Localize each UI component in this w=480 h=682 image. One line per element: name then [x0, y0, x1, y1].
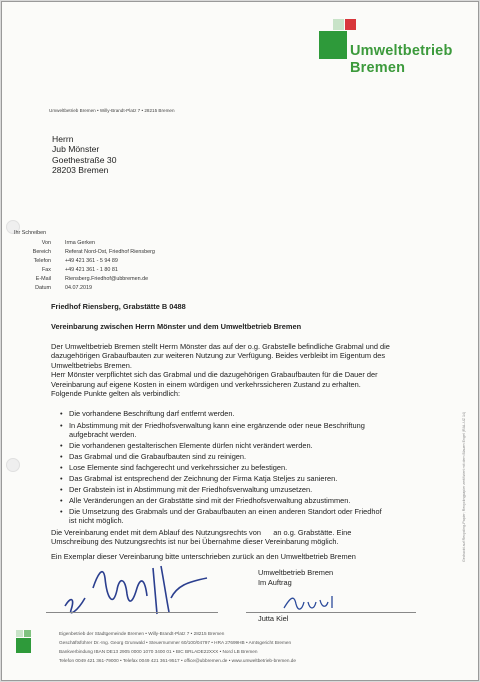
footer-line: Geschäftsführer Dr.-Ing. Georg Grunwald • Steuernummer 60/100/04797 • HRA 27699HB • Amtsgericht Bremen: [59, 640, 292, 645]
closing-line: Ein Exemplar dieser Vereinbarung bitte unterschrieben zurück an den Umweltbetrieb Bremen: [51, 551, 356, 561]
signature-right-scribble: [280, 590, 350, 614]
bullet-dot: •: [60, 452, 63, 461]
signature-im-auftrag: Im Auftrag: [258, 578, 292, 587]
meta-header: Ihr Schreiben: [14, 230, 47, 236]
closing-line: Umschreibung des Nutzungsrechts ist nur bei Übernahme dieser Vereinbarung möglich.: [51, 537, 339, 547]
bullet-item: Die Umsetzung des Grabmals und der Grabaufbauten an einen anderen Standort oder Friedhof ist nicht möglich.: [69, 507, 382, 526]
bullet-dot: •: [60, 474, 63, 483]
bullet-item: Die vorhandene Beschriftung darf entfernt werden.: [69, 409, 235, 418]
intro-line: Vereinbarung auf eigene Kosten in einem würdigen und verkehrssicheren Zustand zu erhalten.: [51, 379, 361, 389]
meta-value: Referat Nord-Ost, Friedhof Riensberg: [65, 249, 155, 255]
footer-logo-square: [16, 638, 31, 653]
bullet-item: Der Grabstein ist in Abstimmung mit der Friedhofsverwaltung umzusetzen.: [69, 485, 313, 494]
meta-value: +49 421 361 - 5 94 89: [65, 258, 118, 264]
bullet-dot: •: [60, 409, 63, 418]
meta-key: Bereich: [32, 249, 51, 255]
footer-logo-square: [16, 630, 23, 637]
meta-key: Fax: [42, 267, 51, 273]
bullet-item: Das Grabmal und die Grabaufbauten sind zu reinigen.: [69, 452, 247, 461]
letter-page: [1, 1, 479, 681]
logo-square-pale: [333, 19, 344, 30]
bullet-item: Die vorhandenen gestalterischen Elemente dürfen nicht verändert werden.: [69, 441, 313, 450]
bullet-dot: •: [60, 485, 63, 494]
bullet-dot: •: [60, 463, 63, 472]
recipient-name: Jub Mönster: [52, 144, 100, 155]
bullet-item: Das Grabmal ist entsprechend der Zeichnung der Firma Katja Steljes zu sanieren.: [69, 474, 338, 483]
bullet-dot: •: [60, 507, 63, 516]
footer-line: Bankverbindung IBAN DE13 2905 0000 1070 3400 01 • BIC BRLADE22XXX • Nord LB Bremen: [59, 649, 258, 654]
signature-left-line: [46, 612, 218, 613]
signature-name: Jutta Kiel: [258, 614, 289, 623]
signature-left-scribble: [57, 558, 227, 620]
closing-paragraph: [51, 528, 451, 561]
footer-line: Eigenbetrieb der Stadtgemeinde Bremen • Willy-Brandt-Platz 7 • 28215 Bremen: [59, 631, 225, 636]
signature-org: Umweltbetrieb Bremen: [258, 568, 334, 577]
recipient-city: 28203 Bremen: [52, 164, 109, 175]
side-note: Gedruckt auf Recycling-Papier; Recyclingpapier zertifiziert mit dem Blauen Engel (RAL-UZ 14): [462, 411, 466, 562]
logo-text-line1: Umweltbetrieb: [350, 43, 453, 59]
intro-line: Umweltbetriebs Bremen.: [51, 360, 132, 370]
bullet-dot: •: [60, 421, 63, 430]
meta-key: Telefon: [33, 258, 51, 264]
intro-line: Herr Mönster verpflichtet sich das Grabmal und die dazugehörigen Grabaufbauten für die Dauer der: [51, 370, 378, 380]
bullet-dot: •: [60, 441, 63, 450]
subject-agreement: Vereinbarung zwischen Herrn Mönster und dem Umweltbetrieb Bremen: [51, 322, 302, 331]
meta-value: 04.07.2019: [65, 285, 92, 291]
recipient-address: [52, 134, 117, 175]
meta-value: Riensberg.Friedhof@ubbremen.de: [65, 276, 149, 282]
signature-right-line: [246, 612, 416, 613]
meta-key: Von: [41, 240, 51, 246]
bullet-item: Alle Veränderungen an der Grabstätte sind mit der Friedhofsverwaltung abzustimmen.: [69, 496, 351, 505]
meta-value: Irma Gerken: [65, 240, 95, 246]
sender-line: Umweltbetrieb Bremen • Willy-Brandt-Platz 7 • 28215 Bremen: [49, 108, 175, 113]
punch-hole-bottom: [6, 458, 20, 472]
bullet-item: Lose Elemente sind fachgerecht und verkehrssicher zu befestigen.: [69, 463, 288, 472]
meta-value: +49 421 361 - 1 80 81: [65, 267, 118, 273]
logo-square-red: [345, 19, 356, 30]
logo-square-dark: [319, 31, 347, 59]
intro-line: Der Umweltbetrieb Bremen stellt Herrn Mönster das auf der o.g. Grabstelle befindliche Grabmal und die: [51, 342, 390, 351]
intro-line: dazugehörigen Grabaufbauten zur weiteren Nutzung zur Verfügung. Beides verbleibt im Eigentum des: [51, 351, 386, 361]
footer-line: Telefon 0049 421 361-79000 • Telefax 0049 421 361-9517 • office@ubbremen.de • www.umweltbetrieb-bremen.de: [59, 658, 297, 663]
meta-key: Datum: [35, 285, 51, 291]
intro-line: Folgende Punkte gelten als verbindlich:: [51, 389, 181, 399]
bullet-dot: •: [60, 496, 63, 505]
meta-key: E-Mail: [35, 276, 51, 282]
intro-paragraph: [51, 342, 451, 398]
recipient-salutation: Herrn: [52, 134, 74, 144]
recipient-street: Goethestraße 30: [52, 154, 117, 165]
closing-line: Die Vereinbarung endet mit dem Ablauf des Nutzungsrechts von an o.g. Grabstätte. Eine: [51, 528, 352, 537]
bullet-item: In Abstimmung mit der Friedhofsverwaltung kann eine ergänzende oder neue Beschriftung aufgebracht werden.: [69, 421, 365, 440]
subject-grave: Friedhof Riensberg, Grabstätte B 0488: [51, 302, 186, 311]
footer-logo-square: [24, 630, 31, 637]
logo-text-line2: Bremen: [350, 60, 406, 76]
